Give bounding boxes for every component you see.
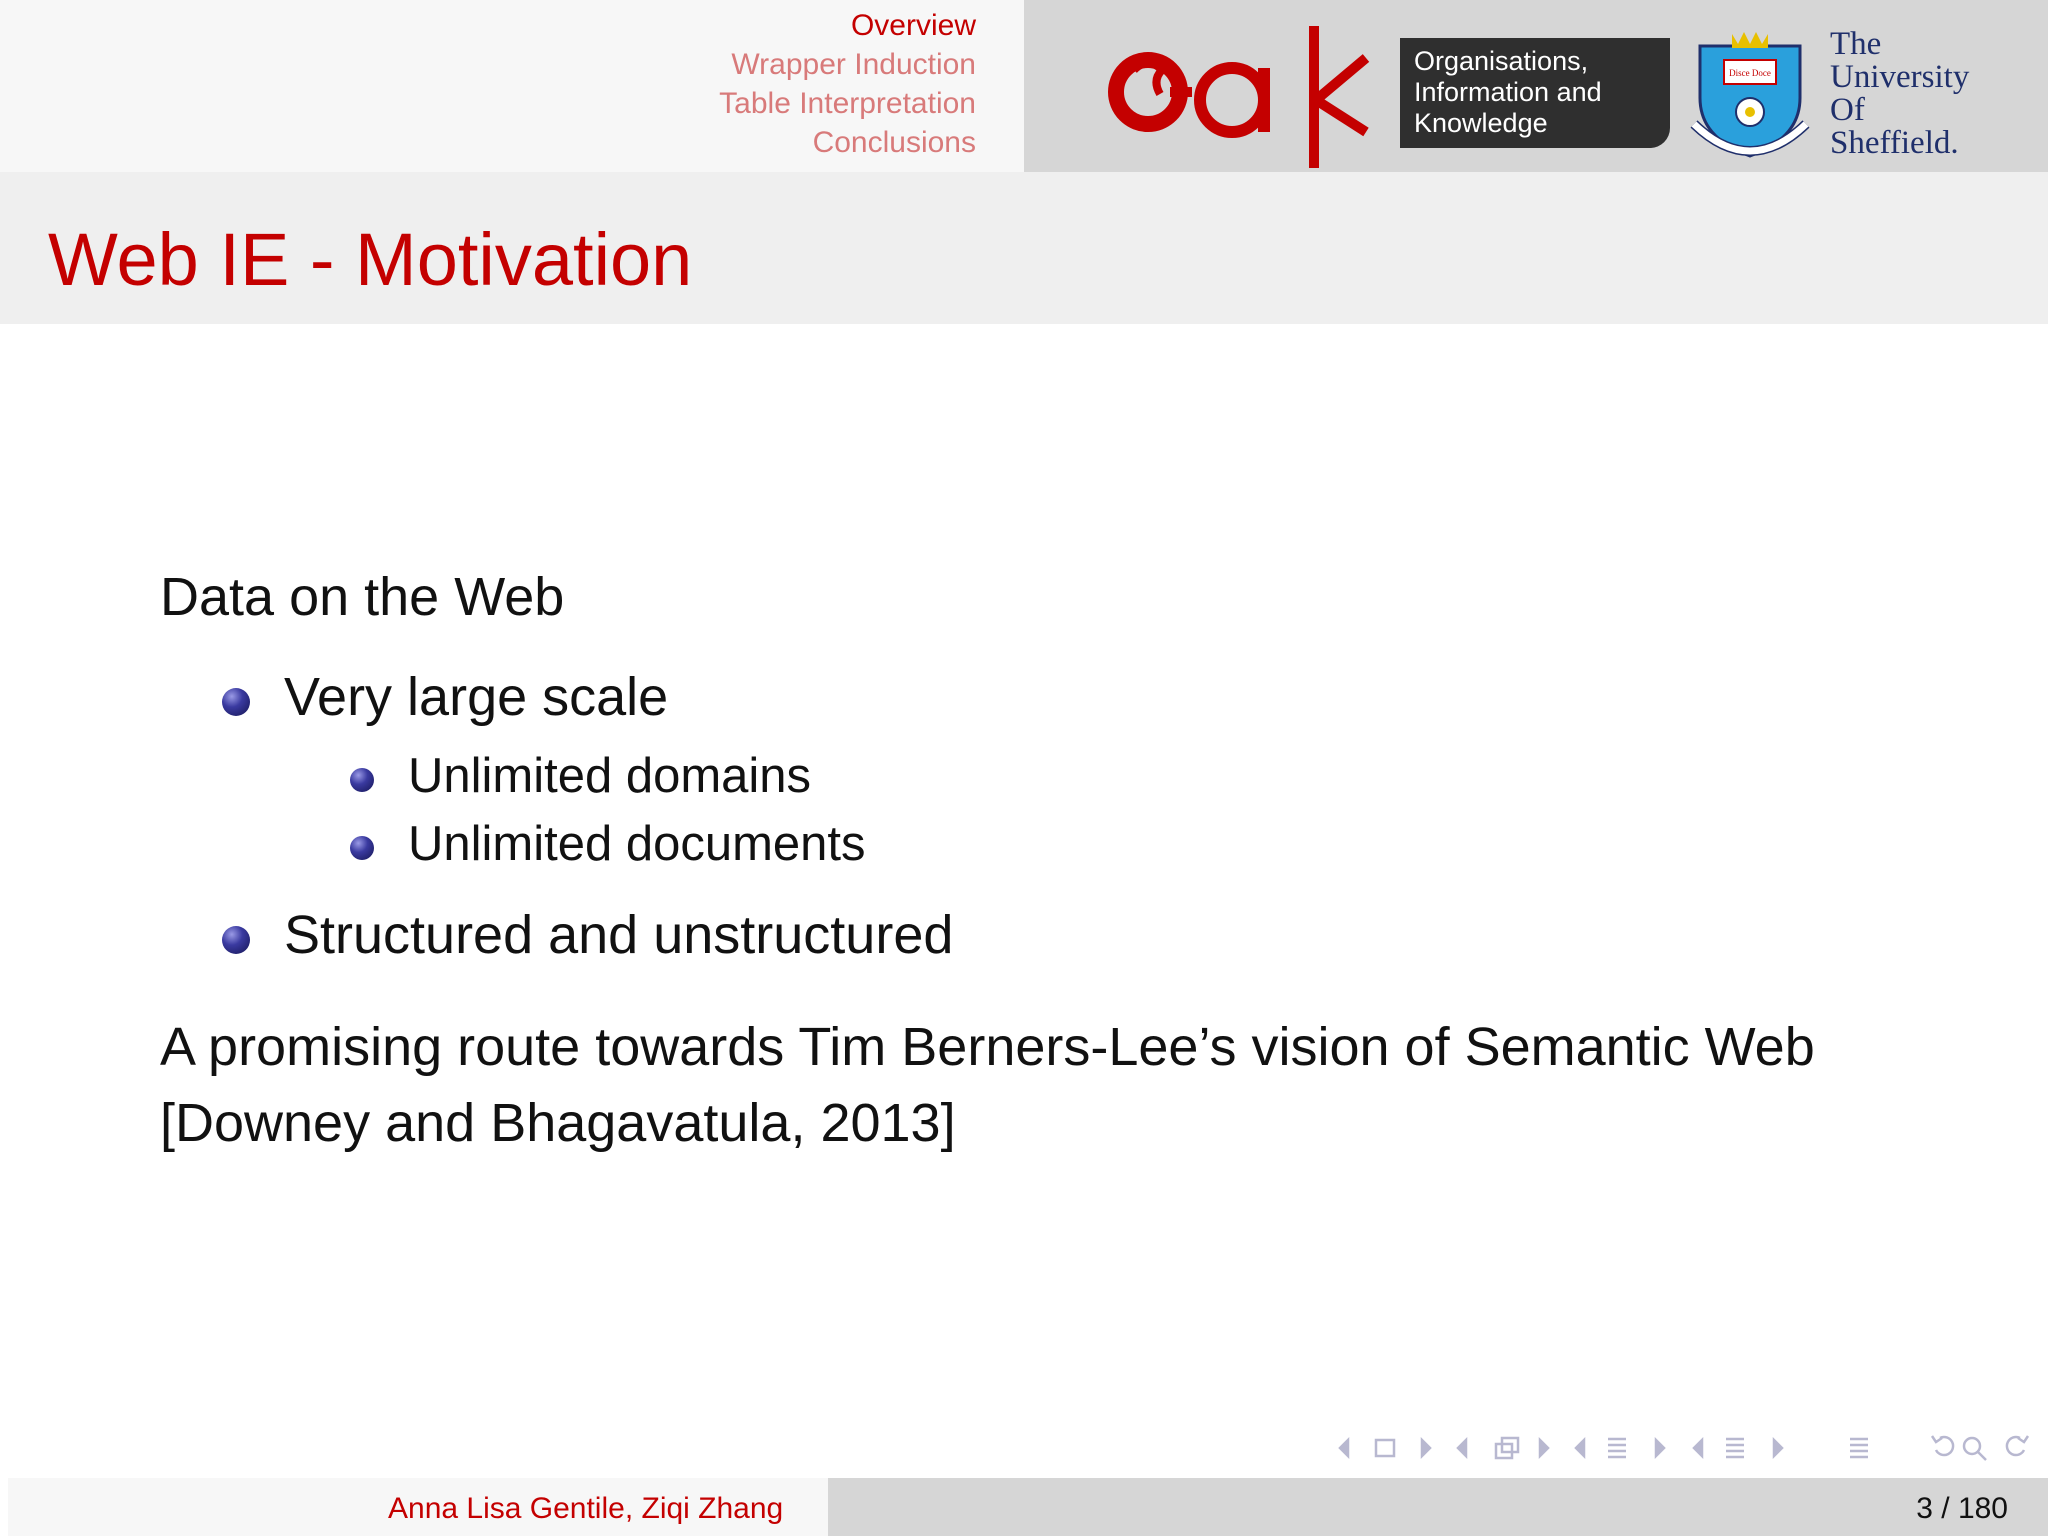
- oak-wordmark: [1400, 38, 1670, 148]
- nav-next-section-icon: [1656, 1440, 1664, 1456]
- header: [0, 0, 2048, 172]
- bullet-icon: [350, 768, 374, 792]
- undo-icon: [1932, 1436, 1953, 1455]
- bullet-icon: [222, 688, 250, 716]
- section-icon: [1608, 1439, 1626, 1457]
- slide-title: Web IE - Motivation: [48, 218, 693, 301]
- search-icon: [1964, 1438, 1980, 1454]
- oak-text-line: Information and: [1414, 77, 1602, 107]
- university-name-line: Of: [1830, 92, 1865, 128]
- university-name: [1830, 28, 1969, 160]
- section-nav: [719, 6, 976, 162]
- body-heading: Data on the Web: [160, 567, 565, 627]
- nav-next-subsection-icon: [1540, 1440, 1548, 1456]
- oak-text-line: Organisations,: [1414, 46, 1589, 76]
- bullet-icon: [350, 836, 374, 860]
- footer-right-panel: [828, 1478, 2048, 1536]
- university-crest-icon: [1688, 28, 1812, 168]
- nav-prev-document-icon: [1694, 1440, 1702, 1456]
- university-name-line: University: [1830, 59, 1970, 95]
- oak-logo: [1104, 20, 1374, 170]
- nav-item-wrapper-induction[interactable]: Wrapper Induction: [731, 48, 976, 81]
- citation: [Downey and Bhagavatula, 2013]: [160, 1093, 956, 1153]
- sub-bullet-item: Unlimited documents: [408, 817, 866, 871]
- beamer-navigation-controls[interactable]: [1332, 1430, 2032, 1466]
- nav-item-overview[interactable]: Overview: [850, 9, 976, 42]
- university-name-line: The: [1830, 26, 1882, 62]
- footer-left-panel: [8, 1478, 828, 1536]
- nav-item-table-interpretation[interactable]: Table Interpretation: [719, 87, 976, 120]
- university-name-line: Sheffield.: [1830, 125, 1959, 161]
- appendix-icon: [1850, 1439, 1868, 1457]
- frame-icon: [1376, 1440, 1394, 1456]
- redo-icon: [2007, 1436, 2028, 1455]
- footer: [0, 1478, 2048, 1536]
- bullet-item: Structured and unstructured: [284, 905, 954, 965]
- nav-prev-subsection-icon: [1458, 1440, 1466, 1456]
- nav-next-document-icon: [1774, 1440, 1782, 1456]
- nav-next-frame-icon: [1422, 1440, 1430, 1456]
- footer-authors: Anna Lisa Gentile, Ziqi Zhang: [388, 1492, 784, 1525]
- nav-item-conclusions[interactable]: Conclusions: [812, 126, 976, 159]
- body-paragraph-line: A promising route towards Tim Berners-Lee’s vision of Semantic Web: [160, 1017, 1815, 1077]
- svg-text:Disce Doce: Disce Doce: [1729, 68, 1771, 78]
- nav-prev-frame-icon: [1340, 1440, 1348, 1456]
- bullet-item: Very large scale: [284, 667, 669, 727]
- sub-bullet-item: Unlimited domains: [408, 749, 812, 803]
- document-icon: [1726, 1439, 1744, 1457]
- oak-text-line: Knowledge: [1414, 108, 1548, 138]
- bullet-icon: [222, 926, 250, 954]
- nav-prev-section-icon: [1576, 1440, 1584, 1456]
- page-number: 3 / 180: [1916, 1492, 2008, 1525]
